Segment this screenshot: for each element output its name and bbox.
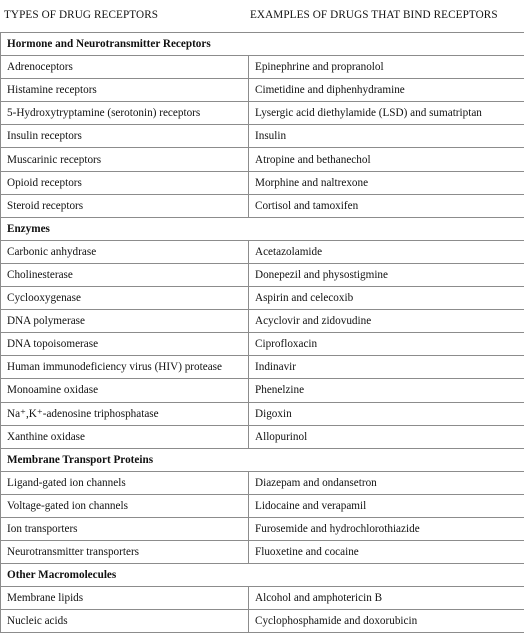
drug-examples-cell: Aspirin and celecoxib xyxy=(249,287,524,310)
section-title: Membrane Transport Proteins xyxy=(1,448,524,471)
table-row xyxy=(1,356,524,379)
receptor-table xyxy=(0,32,524,633)
receptor-type-cell: DNA topoisomerase xyxy=(1,333,249,356)
table-row xyxy=(1,287,524,310)
section-header-row xyxy=(1,33,524,56)
drug-examples-cell: Indinavir xyxy=(249,356,524,379)
receptor-type-cell: Voltage-gated ion channels xyxy=(1,494,249,517)
receptor-type-cell: Xanthine oxidase xyxy=(1,425,249,448)
drug-examples-cell: Lidocaine and verapamil xyxy=(249,494,524,517)
drug-examples-cell: Atropine and bethanechol xyxy=(249,148,524,171)
receptor-type-cell: Cyclooxygenase xyxy=(1,287,249,310)
table-row xyxy=(1,194,524,217)
receptor-type-cell: Na⁺,K⁺-adenosine triphosphatase xyxy=(1,402,249,425)
receptor-type-cell: Monoamine oxidase xyxy=(1,379,249,402)
drug-examples-cell: Cyclophosphamide and doxorubicin xyxy=(249,610,524,633)
drug-examples-cell: Ciprofloxacin xyxy=(249,333,524,356)
table-row xyxy=(1,541,524,564)
drug-examples-cell: Insulin xyxy=(249,125,524,148)
table-row xyxy=(1,102,524,125)
drug-examples-cell: Diazepam and ondansetron xyxy=(249,471,524,494)
receptor-type-cell: Ion transporters xyxy=(1,517,249,540)
receptor-type-cell: Adrenoceptors xyxy=(1,56,249,79)
table-row xyxy=(1,148,524,171)
drug-examples-cell: Digoxin xyxy=(249,402,524,425)
table-row xyxy=(1,171,524,194)
drug-examples-cell: Alcohol and amphotericin B xyxy=(249,587,524,610)
table-row xyxy=(1,79,524,102)
receptor-type-cell: Cholinesterase xyxy=(1,263,249,286)
table-row xyxy=(1,125,524,148)
drug-examples-cell: Acyclovir and zidovudine xyxy=(249,310,524,333)
drug-examples-cell: Morphine and naltrexone xyxy=(249,171,524,194)
receptor-type-cell: Nucleic acids xyxy=(1,610,249,633)
drug-examples-cell: Allopurinol xyxy=(249,425,524,448)
receptor-type-cell: Opioid receptors xyxy=(1,171,249,194)
table-row xyxy=(1,310,524,333)
receptor-type-cell: 5-Hydroxytryptamine (serotonin) receptors xyxy=(1,102,249,125)
table-row xyxy=(1,263,524,286)
table-row xyxy=(1,402,524,425)
receptor-type-cell: Human immunodeficiency virus (HIV) protease xyxy=(1,356,249,379)
receptor-type-cell: Insulin receptors xyxy=(1,125,249,148)
drug-examples-cell: Acetazolamide xyxy=(249,240,524,263)
table-row xyxy=(1,494,524,517)
table-row xyxy=(1,56,524,79)
table-row xyxy=(1,587,524,610)
section-title: Enzymes xyxy=(1,217,524,240)
section-header-row xyxy=(1,448,524,471)
receptor-type-cell: Steroid receptors xyxy=(1,194,249,217)
table-row xyxy=(1,425,524,448)
drug-examples-cell: Furosemide and hydrochlorothiazide xyxy=(249,517,524,540)
table-row xyxy=(1,379,524,402)
receptor-type-cell: Neurotransmitter transporters xyxy=(1,541,249,564)
header-drug-examples: EXAMPLES OF DRUGS THAT BIND RECEPTORS xyxy=(250,9,498,21)
table-row xyxy=(1,610,524,633)
receptor-type-cell: Histamine receptors xyxy=(1,79,249,102)
drug-examples-cell: Donepezil and physostigmine xyxy=(249,263,524,286)
receptor-table-body xyxy=(1,33,524,633)
table-row xyxy=(1,471,524,494)
drug-examples-cell: Phenelzine xyxy=(249,379,524,402)
drug-examples-cell: Cortisol and tamoxifen xyxy=(249,194,524,217)
receptor-type-cell: Carbonic anhydrase xyxy=(1,240,249,263)
receptor-type-cell: Ligand-gated ion channels xyxy=(1,471,249,494)
table-header xyxy=(0,0,524,32)
drug-examples-cell: Cimetidine and diphenhydramine xyxy=(249,79,524,102)
header-receptor-types: TYPES OF DRUG RECEPTORS xyxy=(4,9,158,21)
drug-examples-cell: Lysergic acid diethylamide (LSD) and sumatriptan xyxy=(249,102,524,125)
section-header-row xyxy=(1,564,524,587)
table-row xyxy=(1,240,524,263)
section-title: Other Macromolecules xyxy=(1,564,524,587)
receptor-type-cell: Membrane lipids xyxy=(1,587,249,610)
table-row xyxy=(1,333,524,356)
drug-examples-cell: Epinephrine and propranolol xyxy=(249,56,524,79)
section-title: Hormone and Neurotransmitter Receptors xyxy=(1,33,524,56)
receptor-type-cell: DNA polymerase xyxy=(1,310,249,333)
section-header-row xyxy=(1,217,524,240)
drug-examples-cell: Fluoxetine and cocaine xyxy=(249,541,524,564)
table-row xyxy=(1,517,524,540)
receptor-type-cell: Muscarinic receptors xyxy=(1,148,249,171)
